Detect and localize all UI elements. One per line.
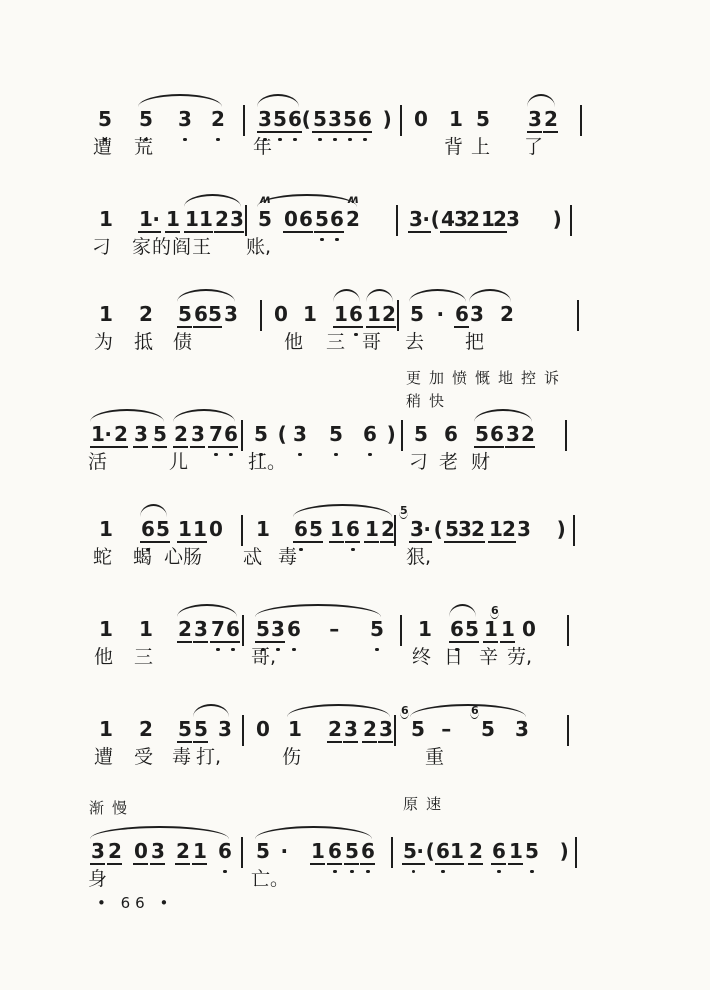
note-digit: 6 [491, 840, 506, 865]
lyric-syllable: 了 [524, 136, 544, 158]
lyric-syllable: 抵 [134, 331, 154, 353]
barline [242, 615, 244, 646]
note-digit: 6 [223, 423, 238, 448]
note-digit: 6 [455, 302, 469, 326]
note-digit: 1 [166, 207, 180, 231]
lyric-syllable: 刁 [92, 236, 112, 258]
note-digit: 5 [476, 107, 490, 131]
slur-arc [257, 94, 299, 107]
note-digit: 5 [445, 517, 459, 541]
note-digit: 5 [410, 302, 424, 326]
note-digit: 3 [379, 717, 393, 741]
notation-symbol: ) [382, 107, 392, 131]
barline [394, 715, 396, 746]
lyric-syllable: 辛 [479, 646, 499, 668]
note-digit: 2 [139, 302, 153, 326]
note-digit: 5 [342, 108, 357, 133]
lyric-syllable: 扛。 [248, 451, 287, 473]
note-digit: 1 [367, 302, 381, 326]
grace-note: 6 [401, 704, 409, 717]
lyric-syllable: 把 [465, 331, 485, 353]
note-digit: 0 [274, 302, 288, 326]
lyric-syllable: 哥, [251, 646, 277, 668]
note-digit: 2 [176, 839, 190, 863]
barline [241, 420, 243, 451]
lyric-syllable: 阎 [172, 236, 192, 258]
note-digit: 0 [522, 617, 536, 641]
note-digit: 5 [414, 422, 428, 446]
barline [401, 420, 403, 451]
low-octave-dot [276, 648, 279, 651]
score-line-1 [88, 90, 658, 170]
barline [400, 105, 402, 136]
note-digit: 5 [369, 618, 384, 643]
note-digit: 3 [515, 717, 529, 741]
note-digit: 6 [449, 618, 464, 643]
slur-arc [287, 704, 390, 717]
lyric-syllable: 哥 [362, 331, 382, 353]
notation-symbol: – [329, 617, 339, 641]
note-digit: 6 [299, 207, 313, 231]
note-digit: 1 [450, 839, 464, 863]
note-digit: 0 [209, 517, 223, 541]
lyric-syllable: 受 [134, 746, 154, 768]
note-digit: 1 [99, 617, 113, 641]
note-digit: 1 [449, 107, 463, 131]
note-digit: 0 [256, 717, 270, 741]
lyric-syllable: 家 [132, 236, 152, 258]
score-line-3 [88, 285, 658, 365]
notation-symbol: · [436, 302, 444, 326]
note-digit: 1 [334, 302, 348, 326]
note-digit: 5 [253, 423, 268, 448]
note-digit: 3· 5 [400, 504, 431, 541]
note-digit: 3 [177, 108, 192, 133]
note-digit: 2 [544, 107, 558, 131]
slur-arc [474, 409, 532, 422]
note-digit: 3 [224, 302, 238, 326]
note-digit: 2 [502, 517, 516, 541]
low-octave-dot [216, 648, 219, 651]
tempo-expression-annotation: 稍快 [406, 392, 453, 410]
note-digit: 6 [286, 618, 301, 643]
note-digit: 5 [312, 108, 327, 133]
note-digit: 7 [210, 618, 225, 643]
slur-arc [177, 289, 235, 302]
lyric-syllable: 肠 [183, 546, 203, 568]
note-digit: 1 [311, 839, 325, 863]
note-digit: 1· [139, 207, 160, 231]
lyric-syllable: 遭 [93, 136, 113, 158]
note-digit: 3 [517, 517, 531, 541]
lyric-syllable: 伤 [282, 746, 302, 768]
note-digit: 1 [481, 207, 495, 231]
barline [570, 205, 572, 236]
note-digit: 1 [288, 717, 302, 741]
note-digit: 5 6 [401, 704, 425, 741]
lyric-syllable: 遭 [94, 746, 114, 768]
note-digit: 6 [194, 302, 208, 326]
barline [243, 105, 245, 136]
note-digit: 7 [208, 423, 223, 448]
barline [573, 515, 575, 546]
low-octave-dot [441, 870, 444, 873]
notation-symbol: ( [277, 422, 287, 446]
low-octave-dot [497, 870, 500, 873]
barline [400, 615, 402, 646]
slur-arc [333, 289, 360, 302]
note-digit: 1 [178, 517, 192, 541]
note-digit: 3 [454, 207, 468, 231]
note-digit: 6 [360, 840, 375, 865]
note-digit: 6 [225, 618, 240, 643]
note-digit: 3 [528, 107, 542, 131]
note-digit: 2 [178, 617, 192, 641]
note-digit: 1 [185, 207, 199, 231]
note-digit: 2 ʍ [346, 192, 360, 231]
barline [260, 300, 262, 331]
note-digit: 5 [314, 208, 329, 233]
note-digit: 5· [402, 840, 425, 865]
note-digit: 1 [99, 302, 113, 326]
lyric-syllable: 忒 [243, 546, 263, 568]
note-digit: 3 [91, 839, 105, 863]
note-digit: 6 [435, 840, 450, 865]
note-digit: 5 [153, 422, 167, 446]
note-digit: 5 [475, 422, 489, 446]
note-digit: 5 [309, 517, 323, 541]
note-digit: 6 [362, 423, 377, 448]
notation-symbol: ) [386, 422, 396, 446]
slur-arc [409, 289, 466, 302]
trill-mark: ʍ [346, 192, 360, 206]
note-digit: 5 [208, 302, 222, 326]
note-digit: 2 [466, 207, 480, 231]
low-octave-dot [363, 138, 366, 141]
tempo-expression-annotation: 原速 [403, 795, 450, 813]
lyric-syllable: 他 [94, 646, 114, 668]
note-digit: 1 [139, 617, 153, 641]
notation-symbol: ) [559, 839, 569, 863]
low-octave-dot [333, 870, 336, 873]
low-octave-dot [354, 333, 357, 336]
grace-note: 5 [400, 504, 408, 517]
low-octave-dot [350, 870, 353, 873]
lyric-syllable: 上 [471, 136, 491, 158]
note-digit: 5 6 [471, 704, 495, 741]
note-digit: 3 [506, 207, 520, 231]
slur-arc [449, 604, 476, 617]
page-number: • 66 • [97, 894, 174, 912]
note-digit: 3 [230, 207, 244, 231]
note-digit: 1 [193, 517, 207, 541]
low-octave-dot [334, 453, 337, 456]
note-digit: 2 [382, 302, 396, 326]
note-digit: 5 [255, 618, 270, 643]
low-octave-dot [229, 453, 232, 456]
lyric-syllable: 终 [412, 646, 432, 668]
note-digit: 3 [218, 717, 232, 741]
lyric-syllable: 毒 [278, 546, 298, 568]
note-digit: 2 [210, 108, 225, 133]
note-digit: 3 [344, 717, 358, 741]
barline [391, 837, 393, 868]
note-digit: 3 [458, 517, 472, 541]
low-octave-dot [214, 453, 217, 456]
barline [245, 205, 247, 236]
lyric-syllable: 背 [444, 136, 464, 158]
barline [394, 515, 396, 546]
low-octave-dot [216, 138, 219, 141]
low-octave-dot [223, 870, 226, 873]
note-digit: 2 [381, 517, 395, 541]
score-line-7 [88, 700, 658, 780]
slur-arc [193, 704, 229, 717]
lyric-syllable: 年 [253, 136, 273, 158]
note-digit: 6 [327, 840, 342, 865]
tempo-expression-annotation: 更加愤慨地控诉 [406, 369, 568, 387]
note-digit: 0 [414, 107, 428, 131]
slur-arc [293, 504, 392, 517]
note-digit: 1· [91, 422, 112, 446]
barline [567, 715, 569, 746]
score-line-5 [88, 500, 658, 580]
note-digit: 2 [521, 422, 535, 446]
lyric-syllable: 账, [246, 236, 272, 258]
note-digit: 1 [99, 717, 113, 741]
note-digit: 3 [134, 422, 148, 446]
notation-symbol: – [441, 717, 451, 741]
note-digit: 1 [484, 617, 498, 641]
note-digit: 2 [500, 302, 514, 326]
note-digit: 3 [191, 422, 205, 446]
notation-symbol: ( [425, 839, 435, 863]
low-octave-dot [366, 870, 369, 873]
note-digit: 1 [489, 517, 503, 541]
slur-arc [184, 194, 241, 207]
lyric-syllable: 为 [94, 331, 114, 353]
low-octave-dot [183, 138, 186, 141]
low-octave-dot [530, 870, 533, 873]
note-digit: 2 [328, 717, 342, 741]
barline [241, 837, 243, 868]
low-octave-dot [335, 238, 338, 241]
score-line-8 [88, 822, 658, 902]
note-digit: 3 [257, 108, 272, 133]
note-digit: 6 [444, 422, 458, 446]
note-digit: 0 [134, 839, 148, 863]
barline [567, 615, 569, 646]
note-digit: 0 [284, 207, 298, 231]
barline [575, 837, 577, 868]
slur-arc [177, 604, 237, 617]
lyric-syllable: 荒 [134, 136, 154, 158]
score-line-6 [88, 600, 658, 680]
lyric-syllable: 身 [88, 868, 108, 890]
low-octave-dot [348, 138, 351, 141]
notation-symbol: ( [430, 207, 440, 231]
note-digit: 1 [303, 302, 317, 326]
slur-arc [366, 289, 393, 302]
lyric-syllable: 活 [88, 451, 108, 473]
note-digit: 2 [174, 422, 188, 446]
lyric-syllable: 财 [471, 451, 491, 473]
note-digit: 3 [327, 108, 342, 133]
note-digit: 5 [194, 717, 208, 741]
note-digit: 6 [293, 518, 308, 543]
note-digit: 5 [178, 717, 192, 741]
slur-arc [257, 192, 360, 207]
barline [577, 300, 579, 331]
note-digit: 3 [292, 423, 307, 448]
notation-symbol: · [280, 839, 288, 863]
lyric-syllable: 三 [134, 646, 154, 668]
notation-symbol: ( [433, 517, 443, 541]
slur-arc [140, 504, 167, 517]
note-digit: 3 [151, 839, 165, 863]
lyric-syllable: 三 [326, 331, 346, 353]
note-digit: 5 [465, 617, 479, 641]
low-octave-dot [293, 138, 296, 141]
slur-arc [255, 604, 381, 617]
lyric-syllable: 蛇 [93, 546, 113, 568]
lyric-syllable: 日 [444, 646, 464, 668]
low-octave-dot [278, 138, 281, 141]
note-digit: 3 [506, 422, 520, 446]
note-digit: 1 [99, 517, 113, 541]
score-line-4 [88, 405, 658, 485]
note-digit: 5 [344, 840, 359, 865]
note-digit: 1 [193, 839, 207, 863]
notation-symbol: ) [552, 207, 562, 231]
slur-arc [410, 704, 526, 717]
note-digit: 2 [493, 207, 507, 231]
low-octave-dot [333, 138, 336, 141]
note-digit: 3· [409, 207, 430, 231]
note-digit: 1 [418, 617, 432, 641]
barline [580, 105, 582, 136]
note-digit: 6 [329, 208, 344, 233]
low-octave-dot [299, 548, 302, 551]
tempo-expression-annotation: 渐慢 [89, 799, 136, 817]
note-digit: 1 [199, 207, 213, 231]
lyric-syllable: 狠, [406, 546, 432, 568]
low-octave-dot [292, 648, 295, 651]
lyric-syllable: 劳, [507, 646, 533, 668]
grace-note: 6 [471, 704, 479, 717]
note-digit: 6 [287, 108, 302, 133]
note-digit: 4 [441, 207, 455, 231]
slur-arc [90, 826, 229, 839]
barline [241, 515, 243, 546]
note-digit: 2 [108, 839, 122, 863]
note-digit: 2 [114, 422, 128, 446]
slur-arc [527, 94, 555, 107]
lyric-syllable: 重 [425, 746, 445, 768]
note-digit: 2 [469, 839, 483, 863]
lyric-syllable: 毒 [172, 746, 192, 768]
note-digit: 6 [140, 518, 155, 543]
barline [396, 205, 398, 236]
lyric-syllable: 去 [405, 331, 425, 353]
note-digit: 2 [471, 517, 485, 541]
slur-arc [255, 826, 372, 839]
note-digit: 1 [99, 207, 113, 231]
lyric-syllable: 的 [152, 236, 172, 258]
slur-arc [138, 94, 222, 107]
low-octave-dot [231, 648, 234, 651]
note-digit: 5 [138, 108, 153, 133]
note-digit: 3 [270, 618, 285, 643]
note-digit: 2 [363, 717, 377, 741]
note-digit: 5 [178, 302, 192, 326]
note-digit: 2 [139, 717, 153, 741]
note-digit: 6 [348, 303, 363, 328]
note-digit: 5 [97, 108, 112, 133]
slur-arc [173, 409, 235, 422]
score-line-2 [88, 190, 658, 270]
grace-note: 6 [491, 604, 499, 617]
notation-symbol: ) [556, 517, 566, 541]
barline [397, 300, 399, 331]
low-octave-dot [320, 238, 323, 241]
note-digit: 5 [328, 423, 343, 448]
notation-symbol: ( [301, 107, 311, 131]
lyric-syllable: 王 [192, 236, 212, 258]
lyric-syllable: 老 [439, 451, 459, 473]
note-digit: 1 [330, 517, 344, 541]
low-octave-dot [368, 453, 371, 456]
trill-mark: ʍ [258, 192, 272, 206]
note-digit: 1 [509, 839, 523, 863]
slur-arc [469, 289, 511, 302]
note-digit: 3 [470, 302, 484, 326]
low-octave-dot [318, 138, 321, 141]
note-digit: 6 [217, 840, 232, 865]
note-digit: 5 ʍ [258, 192, 272, 231]
lyric-syllable: 儿 [169, 451, 189, 473]
lyric-syllable: 刁 [409, 451, 429, 473]
note-digit: 5 [524, 840, 539, 865]
note-digit: 1 6 [491, 604, 515, 641]
note-digit: 6 [357, 108, 372, 133]
lyric-syllable: 蝎 [133, 546, 153, 568]
note-digit: 6 [490, 422, 504, 446]
note-digit: 6 [345, 518, 360, 543]
low-octave-dot [375, 648, 378, 651]
note-digit: 5 [272, 108, 287, 133]
note-digit: 1 [365, 517, 379, 541]
lyric-syllable: 他 [284, 331, 304, 353]
low-octave-dot [298, 453, 301, 456]
low-octave-dot [412, 870, 415, 873]
note-digit: 5 [256, 839, 270, 863]
low-octave-dot [351, 548, 354, 551]
barline [565, 420, 567, 451]
slur-arc [90, 409, 164, 422]
note-digit: 5 [156, 517, 170, 541]
lyric-syllable: 打, [196, 746, 222, 768]
note-digit: 2 [215, 207, 229, 231]
lyric-syllable: 心 [164, 546, 184, 568]
note-digit: 1 [256, 517, 270, 541]
barline [242, 715, 244, 746]
lyric-syllable: 债 [173, 331, 193, 353]
lyric-syllable: 亡。 [251, 868, 290, 890]
note-digit: 3 [194, 617, 208, 641]
